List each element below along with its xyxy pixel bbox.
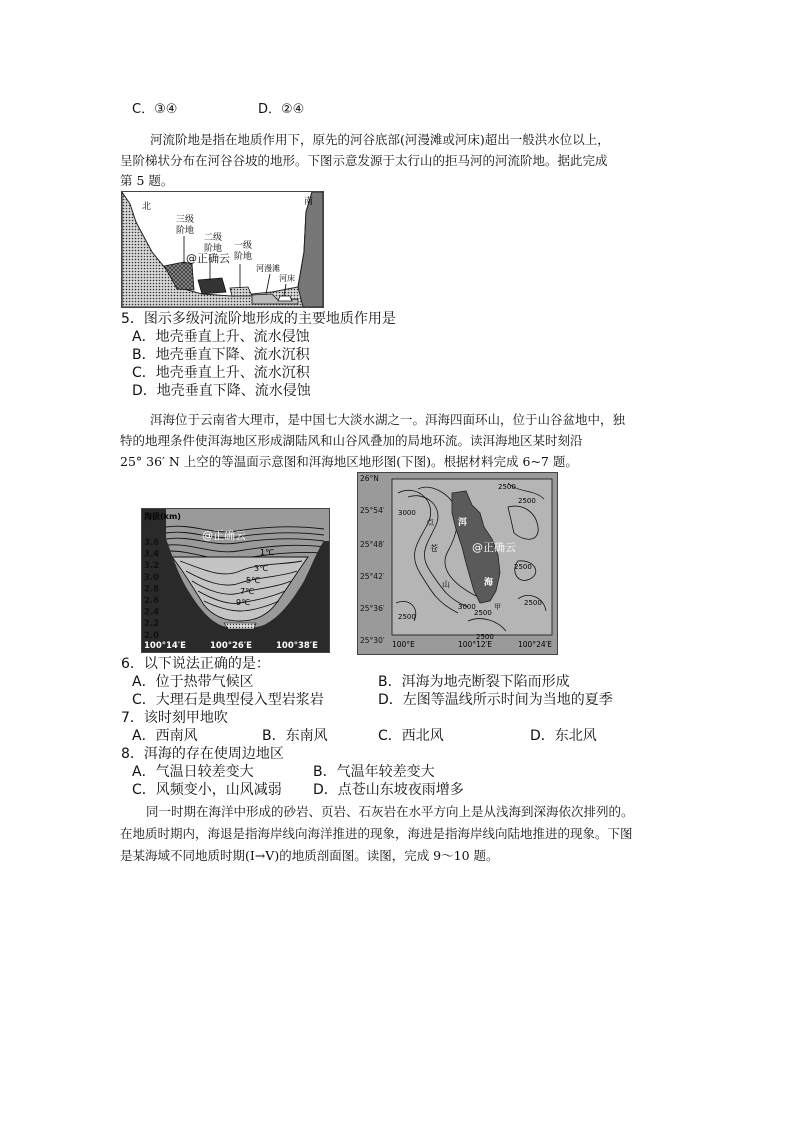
x-tick-label: 100°26′E [210,641,252,651]
lat-label: 25°36′ [360,604,385,613]
option-c: C．风频变小，山风减弱 [132,782,282,798]
river-terrace-figure [121,191,324,308]
lake-char: 海 [484,578,494,588]
passage-line: 25° 36′ N 上空的等温面示意图和洱海地区地形图(下图)。根据材料完成 6~7 题。 [120,454,578,469]
question-stem: 6．以下说法正确的是： [121,656,270,672]
lon-label: 100°12′E [458,640,493,649]
option-a: A．气温日较差变大 [132,764,254,780]
lon-label: 100°24′E [518,640,553,649]
terrace1-label: 一级 [234,241,253,251]
y-axis-label: 海拔(km) [144,512,181,521]
mountain-char: 苍 [430,544,438,553]
lat-label: 25°54′ [360,506,385,515]
passage-line: 在地质时期内，海退是指海岸线向海洋推进的现象，海进是指海岸线向陆地推进的现象。下图 [120,826,633,841]
isotherm-label: 9℃ [236,598,251,607]
isotherm-section-figure [141,508,330,653]
x-tick-label: 100°14′E [144,641,186,651]
watermark: @正确云 [472,541,516,554]
contour-label: 2500 [476,633,494,641]
contour-label: 3000 [398,509,416,517]
y-tick-label: 2.8 [144,584,160,595]
passage-line: 同一时期在海洋中形成的砂岩、页岩、石灰岩在水平方向上是从浅海到深海依次排列的。 [146,804,634,819]
terrace-1-deposit [230,287,252,296]
contour-label: 3000 [458,603,476,611]
option-a: A．位于热带气候区 [132,674,254,690]
lon-label: 100°E [392,640,415,649]
question-stem: 7．该时刻甲地吹 [121,710,228,726]
contour-label: 2500 [498,483,516,491]
passage-line: 洱海位于云南省大理市，是中国七大淡水湖之一。洱海四面环山，位于山谷盆地中，独 [150,412,626,427]
contour-label: 2500 [398,613,416,621]
option-c: C．大理石是典型侵入型岩浆岩 [132,692,324,708]
option-b: B．洱海为地壳断裂下陷而形成 [378,674,570,690]
y-tick-label: 3.2 [144,561,160,572]
lat-label: 26°N [360,474,379,483]
passage-line: 是某海域不同地质时期(Ⅰ→Ⅴ)的地质剖面图。读图，完成 9～10 题。 [120,848,499,863]
lake [224,623,256,629]
y-tick-label: 2.4 [144,607,160,618]
y-tick-label: 2.2 [144,619,160,630]
passage-line: 第 5 题。 [120,173,174,188]
terrace2-label: 阶地 [204,244,223,254]
riverbed-channel [278,296,292,301]
isotherm-label: 1℃ [260,548,275,557]
y-tick-label: 3.6 [144,538,160,548]
option-b: B．地壳垂直下降、流水沉积 [132,347,310,363]
lat-label: 25°30′ [360,636,385,645]
option-d: D．东北风 [530,728,597,744]
option-c: C．地壳垂直上升、流水沉积 [132,365,310,381]
terrace2-label: 二级 [204,233,223,243]
question-stem: 8．洱海的存在使周边地区 [121,746,284,762]
passage-line: 呈阶梯状分布在河谷谷坡的地形。下图示意发源于太行山的拒马河的河流阶地。据此完成 [120,153,608,168]
terrace1-label: 阶地 [234,252,253,262]
option-d: D．地壳垂直下降、流水侵蚀 [132,383,311,399]
y-tick-label: 3.0 [144,572,160,583]
contour-label: 2500 [514,563,532,571]
question-stem: 5．图示多级河流阶地形成的主要地质作用是 [121,311,396,327]
passage-line: 河流阶地是指在地质作用下，原先的河谷底部(河漫滩或河床)超出一般洪水位以上， [150,132,610,147]
isotherm-label: 7℃ [240,587,255,596]
option-c: C．西北风 [378,728,444,744]
terrace3-label: 阶地 [176,226,195,236]
option-a: A．地壳垂直上升、流水侵蚀 [132,329,310,345]
floodplain-label: 河漫滩 [256,264,280,273]
passage-line: 特的地理条件使洱海地区形成湖陆风和山谷风叠加的局地环流。读洱海地区某时刻沿 [120,433,583,448]
option-b: B．东南风 [262,728,328,744]
option-d: D．点苍山东坡夜雨增多 [313,782,464,798]
y-tick-label: 3.4 [144,549,160,560]
isotherm-label: 5℃ [246,576,261,585]
lat-label: 25°48′ [360,540,385,549]
option-b: B．气温年较差变大 [313,764,435,780]
mountain-char: 山 [442,580,450,589]
erhai-topographic-map [357,472,558,655]
x-tick-label: 100°38′E [276,641,318,651]
contour-label: 2500 [474,609,492,617]
location-jia: 甲 [494,603,501,611]
y-tick-label: 2.6 [144,596,160,606]
contour-label: 2500 [524,599,542,607]
watermark: @正确云 [186,252,230,265]
lat-label: 25°42′ [360,572,385,581]
y-tick-label: 2.0 [144,630,160,641]
terrace3-label: 三级 [176,215,195,225]
q4-option-c: C．③④ [132,102,178,117]
isotherm-label: 3℃ [254,564,269,573]
option-d: D．左图等温线所示时间为当地的夏季 [378,692,613,708]
option-a: A．西南风 [132,728,198,744]
contour-label: 2500 [518,497,536,505]
terrace-2-deposit [198,278,226,294]
q4-option-d: D．②④ [258,102,305,117]
north-label: 北 [142,202,152,212]
watermark: @正确云 [202,529,246,542]
mountain-char: 点 [426,518,434,527]
lake-char: 洱 [458,518,468,528]
riverbed-label: 河床 [279,274,295,283]
south-label: 南 [304,197,314,207]
